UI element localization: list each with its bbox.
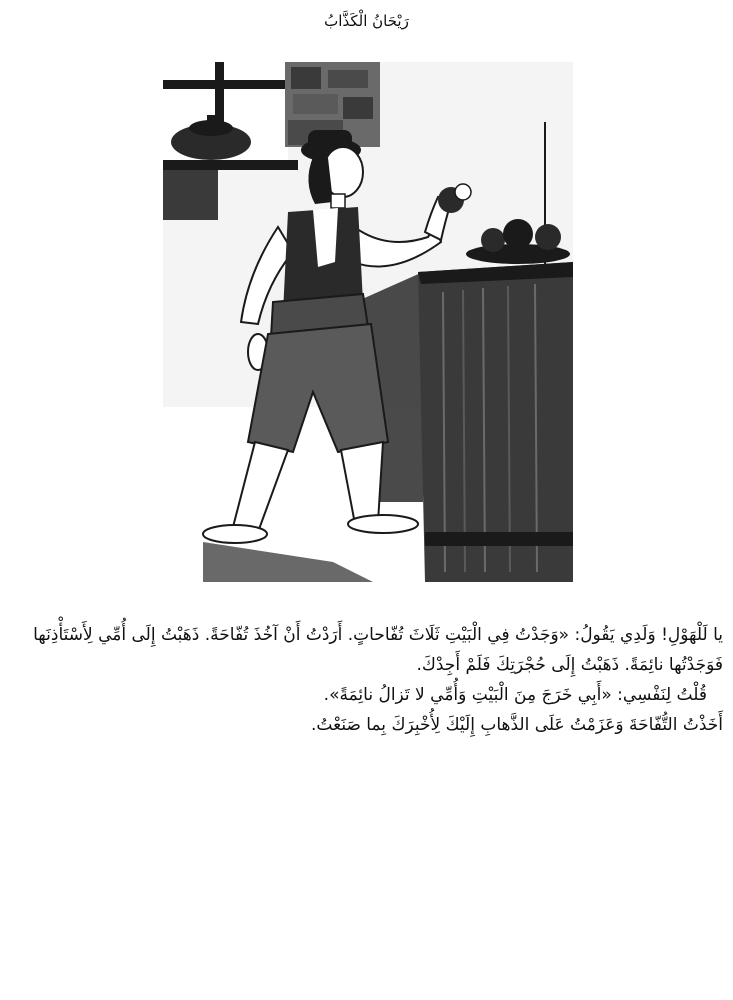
story-text	[30, 620, 723, 740]
story-paragraph-3: أَخَذْتُ التُّفّاحَةَ وَعَزَمْتُ عَلَى الذَّهابِ إِلَيْكَ لِأُخْبِرَكَ بِما صَنَعْتُ.	[311, 715, 723, 735]
story-illustration	[163, 62, 573, 582]
wooden-cabinet	[418, 262, 573, 582]
page-title: رَيْحَانُ الْكَذَّابُ	[324, 12, 409, 30]
story-paragraph-2: قُلْتُ لِنَفْسِي: «أَبِي خَرَجَ مِنَ الْبَيْتِ وَأُمِّي لا تَزالُ نائِمَةً».	[323, 685, 707, 705]
story-paragraph-1: يا لَلْهَوْلِ! وَلَدِي يَقُولُ: «وَجَدْتُ فِي الْبَيْتِ ثَلَاثَ تُفّاحاتٍ. أَرَدْتُ أَنْ آخُذَ تُفّاحَةً. ذَهَبْتُ إِلَى أُمِّي لِأَسْتَأْذِنَها فَوَجَدْتُها نائِمَةً. ذَهَبْتُ إِلَى حُجْرَتِكَ فَلَمْ أَجِدْكَ.	[33, 625, 723, 675]
